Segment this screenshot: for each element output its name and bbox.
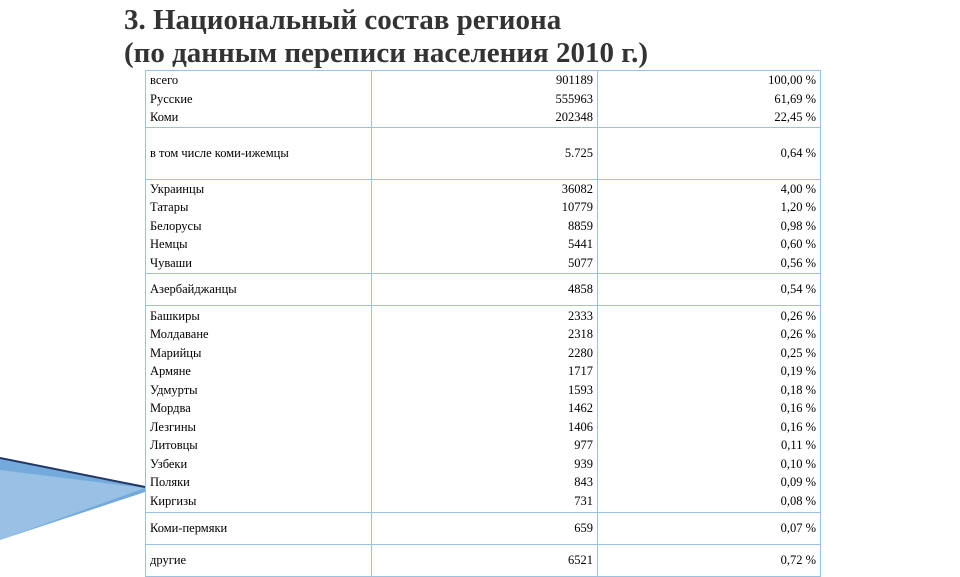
population-percent: 0,10 % [780,456,816,471]
table-group-row [146,179,821,273]
percent-cell [598,127,821,179]
percent-cell [598,305,821,512]
population-count: 843 [574,475,593,490]
population-count: 901189 [555,73,593,87]
nationality-cell [146,512,372,544]
population-percent: 0,08 % [780,493,816,508]
population-count: 8859 [568,218,593,233]
nationality-table-container [145,70,820,567]
count-cell [372,179,598,273]
nationality-name: Поляки [150,475,190,490]
population-percent: 0,98 % [780,218,816,233]
percent-cell [598,512,821,544]
table-group-row [146,71,821,128]
nationality-name: Молдаване [150,327,209,342]
population-percent: 0,26 % [780,308,816,323]
population-percent: 0,60 % [780,237,816,252]
nationality-table [145,70,821,577]
population-percent: 0,26 % [780,327,816,342]
population-count: 202348 [555,110,593,124]
population-count: 5077 [568,255,593,270]
population-percent: 0,07 % [780,520,816,535]
population-count: 5441 [568,237,593,252]
nationality-name: Чуваши [150,255,192,270]
population-percent: 61,69 % [774,91,816,106]
percent-cell [598,71,821,128]
nationality-name: Русские [150,91,193,106]
population-percent: 0,64 % [780,145,816,160]
nationality-cell [146,71,372,128]
population-count: 939 [574,456,593,471]
nationality-name: Киргизы [150,493,197,508]
population-percent: 0,25 % [780,345,816,360]
population-count: 555963 [555,91,593,106]
nationality-name: Азербайджанцы [150,281,237,296]
percent-cell [598,544,821,576]
percent-cell [598,273,821,305]
nationality-name: всего [150,73,179,87]
population-count: 10779 [561,200,593,215]
population-percent: 0,72 % [780,552,816,567]
population-count: 6521 [568,552,593,567]
table-group-row [146,544,821,576]
nationality-name: Украинцы [150,181,205,196]
count-cell [372,544,598,576]
population-percent: 4,00 % [780,181,816,196]
nationality-cell [146,179,372,273]
nationality-name: Литовцы [150,438,198,453]
nationality-name: Коми [150,110,179,124]
left-decoration-band-light [0,470,145,540]
population-percent: 22,45 % [774,110,816,124]
nationality-name: Удмурты [150,382,198,397]
population-count: 977 [574,438,593,453]
count-cell [372,127,598,179]
nationality-name: Коми-пермяки [150,520,228,535]
nationality-name: другие [150,552,187,567]
nationality-name: Немцы [150,237,188,252]
population-percent: 0,56 % [780,255,816,270]
nationality-name: Армяне [150,364,191,379]
count-cell [372,512,598,544]
population-count: 1717 [568,364,593,379]
population-count: 2280 [568,345,593,360]
title-line-1: 3. Национальный состав региона [124,4,562,36]
population-count: 5.725 [564,145,593,160]
count-cell [372,305,598,512]
population-percent: 100,00 % [768,73,816,87]
nationality-name: Татары [150,200,189,215]
population-percent: 0,09 % [780,475,816,490]
population-percent: 0,19 % [780,364,816,379]
population-count: 1462 [568,401,593,416]
population-count: 1406 [568,419,593,434]
title-line-2: (по данным переписи населения 2010 г.) [124,37,649,69]
population-count: 731 [574,493,593,508]
population-count: 2333 [568,308,593,323]
population-percent: 0,16 % [780,419,816,434]
table-group-row [146,512,821,544]
nationality-cell [146,305,372,512]
population-percent: 0,54 % [780,281,816,296]
population-count: 1593 [568,382,593,397]
nationality-name: Башкиры [150,308,200,323]
nationality-name: Марийцы [150,345,202,360]
nationality-name: Белорусы [150,218,202,233]
population-count: 659 [574,520,593,535]
slide-title [124,4,648,70]
population-percent: 0,18 % [780,382,816,397]
population-count: 4858 [568,281,593,296]
percent-cell [598,179,821,273]
population-percent: 0,11 % [781,438,816,453]
nationality-name: Узбеки [150,456,188,471]
nationality-name: Лезгины [150,419,196,434]
table-group-row [146,127,821,179]
count-cell [372,71,598,128]
population-percent: 0,16 % [780,401,816,416]
nationality-name: в том числе коми-ижемцы [150,145,289,160]
nationality-cell [146,127,372,179]
population-count: 36082 [561,181,593,196]
nationality-cell [146,273,372,305]
table-group-row [146,305,821,512]
population-percent: 1,20 % [780,200,816,215]
count-cell [372,273,598,305]
nationality-name: Мордва [150,401,191,416]
table-group-row [146,273,821,305]
nationality-cell [146,544,372,576]
population-count: 2318 [568,327,593,342]
